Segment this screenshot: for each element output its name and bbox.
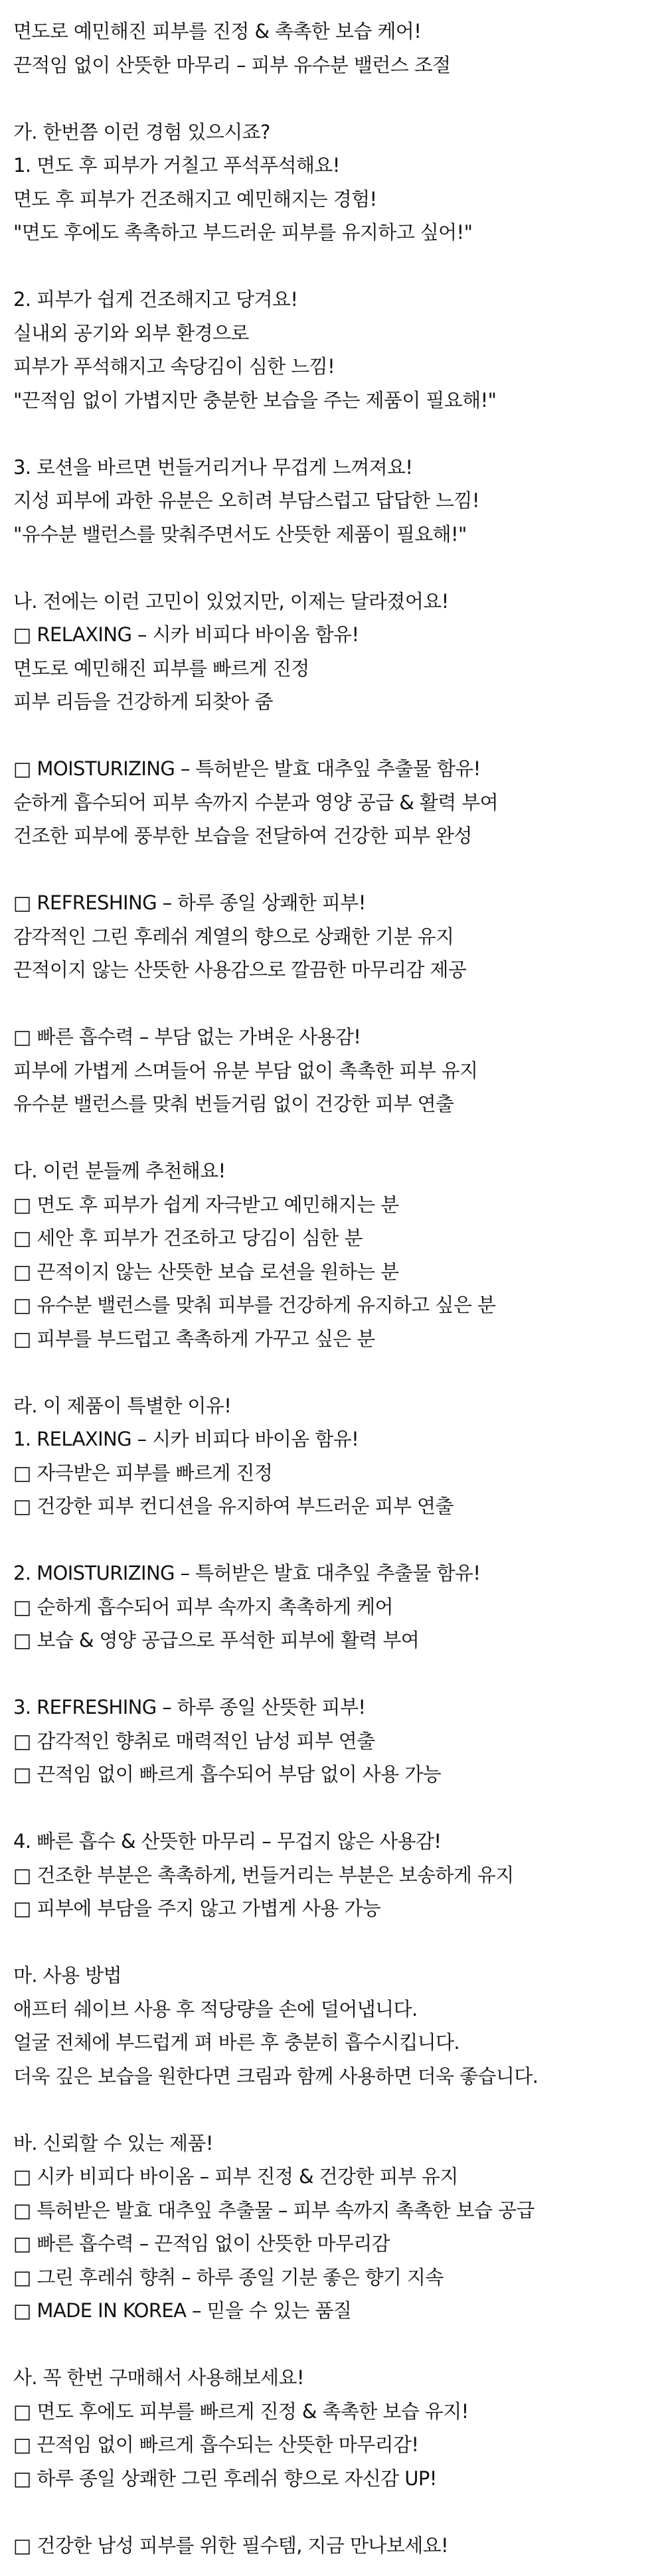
text-line: 면도로 예민해진 피부를 진정 & 촉촉한 보습 케어! [13, 20, 422, 42]
text-line: 나. 전에는 이런 고민이 있었지만, 이제는 달라졌어요! [13, 589, 449, 613]
text-line: □ 유수분 밸런스를 맞춰 피부를 건강하게 유지하고 싶은 분 [13, 1294, 496, 1316]
text-line: 면도로 예민해진 피부를 빠르게 진정 [13, 656, 309, 680]
blank-line [13, 417, 664, 451]
text-line: 4. 빠른 흡수 & 산뜻한 마무리 – 무겁지 않은 사용감! [13, 1830, 442, 1853]
text-line: □ 면도 후에도 피부를 빠르게 진정 & 촉촉한 보습 유지! [13, 2399, 469, 2423]
text-line: □ 감각적인 향취로 매력적인 남성 피부 연출 [13, 1729, 375, 1752]
text-line: □ 피부를 부드럽고 촉촉하게 가꾸고 싶은 분 [13, 1327, 375, 1350]
text-line: "유수분 밸런스를 맞춰주면서도 산뜻한 제품이 필요해!" [13, 522, 467, 546]
blank-line [13, 82, 664, 115]
text-line: □ 시카 비피다 바이옴 – 피부 진정 & 건강한 피부 유지 [13, 2165, 458, 2188]
text-line: □ 하루 종일 상쾌한 그린 후레쉬 향으로 자신감 UP! [13, 2466, 437, 2490]
blank-line [13, 250, 664, 283]
text-line: □ 특허받은 발효 대추잎 추출물 – 피부 속까지 촉촉한 보습 공급 [13, 2198, 535, 2222]
text-line: □ MOISTURIZING – 특허받은 발효 대추잎 추출물 함유! [13, 757, 481, 780]
text-line: □ 피부에 부담을 주지 않고 가볍게 사용 가능 [13, 1897, 381, 1920]
blank-line [13, 1523, 664, 1557]
blank-line [13, 719, 664, 753]
text-line: 사. 꼭 한번 구매해서 사용해보세요! [13, 2366, 304, 2389]
text-line: 2. 피부가 쉽게 건조해지고 당겨요! [13, 288, 298, 311]
text-line: "면도 후에도 촉촉하고 부드러운 피부를 유지하고 싶어!" [13, 221, 473, 244]
text-line: 지성 피부에 과한 유분은 오히려 부담스럽고 답답한 느낌! [13, 489, 479, 512]
text-line: 피부 리듬을 건강하게 되찾아 줌 [13, 690, 273, 713]
text-line: 1. RELAXING – 시카 비피다 바이옴 함유! [13, 1428, 359, 1450]
text-line: 3. 로션을 바르면 번들거리거나 무겁게 느껴져요! [13, 455, 413, 479]
text-line: □ MADE IN KOREA – 믿을 수 있는 품질 [13, 2299, 352, 2322]
text-line: 유수분 밸런스를 맞춰 번들거림 없이 건강한 피부 연출 [13, 1093, 454, 1115]
text-line: 피부가 푸석해지고 속당김이 심한 느낌! [13, 355, 335, 378]
text-line: □ 보습 & 영양 공급으로 푸석한 피부에 활력 부여 [13, 1629, 420, 1651]
blank-line [13, 1121, 664, 1155]
blank-line [13, 2093, 664, 2127]
text-line: 바. 신뢰할 수 있는 제품! [13, 2131, 213, 2155]
text-line: □ 빠른 흡수력 – 끈적임 없이 산뜻한 마무리감 [13, 2232, 390, 2255]
text-line: 애프터 쉐이브 사용 후 적당량을 손에 덜어냅니다. [13, 1997, 418, 2020]
text-line: □ 끈적이지 않는 산뜻한 보습 로션을 원하는 분 [13, 1260, 399, 1283]
text-line: 가. 한번쯤 이런 경험 있으시죠? [13, 120, 270, 143]
blank-line [13, 987, 664, 1021]
text-line: □ 자극받은 피부를 빠르게 진정 [13, 1461, 273, 1484]
text-line: □ 면도 후 피부가 쉽게 자극받고 예민해지는 분 [13, 1193, 399, 1216]
text-line: "끈적임 없이 가볍지만 충분한 보습을 주는 제품이 필요해!" [13, 388, 497, 412]
text-line: □ 건강한 피부 컨디션을 유지하여 부드러운 피부 연출 [13, 1495, 454, 1517]
text-line: 다. 이런 분들께 추천해요! [13, 1160, 226, 1182]
text-line: 끈적이지 않는 산뜻한 사용감으로 깔끔한 마무리감 제공 [13, 958, 467, 981]
text-line: □ 빠른 흡수력 – 부담 없는 가벼운 사용감! [13, 1025, 361, 1048]
text-line: 면도 후 피부가 건조해지고 예민해지는 경험! [13, 187, 377, 210]
text-line: □ 그린 후레쉬 향취 – 하루 종일 기분 좋은 향기 지속 [13, 2265, 444, 2289]
text-line: 3. REFRESHING – 하루 종일 산뜻한 피부! [13, 1696, 366, 1718]
text-line: 끈적임 없이 산뜻한 마무리 – 피부 유수분 밸런스 조절 [13, 53, 451, 76]
text-line: □ 끈적임 없이 빠르게 흡수되어 부담 없이 사용 가능 [13, 1763, 442, 1785]
blank-line [13, 1355, 664, 1389]
text-line: □ REFRESHING – 하루 종일 상쾌한 피부! [13, 891, 366, 914]
text-line: 얼굴 전체에 부드럽게 펴 바른 후 충분히 흡수시킵니다. [13, 2031, 460, 2054]
text-line: 순하게 흡수되어 피부 속까지 수분과 영양 공급 & 활력 부여 [13, 791, 499, 814]
text-line: 2. MOISTURIZING – 특허받은 발효 대추잎 추출물 함유! [13, 1562, 481, 1584]
text-line: □ 건조한 부분은 촉촉하게, 번들거리는 부분은 보송하게 유지 [13, 1863, 514, 1886]
text-line: □ 건강한 남성 피부를 위한 필수템, 지금 만나보세요! [13, 2534, 449, 2557]
text-line: 더욱 깊은 보습을 원한다면 크림과 함께 사용하면 더욱 좋습니다. [13, 2064, 539, 2087]
blank-line [13, 2328, 664, 2362]
text-line: 건조한 피부에 풍부한 보습을 전달하여 건강한 피부 완성 [13, 824, 472, 847]
text-line: □ 순하게 흡수되어 피부 속까지 촉촉하게 케어 [13, 1595, 393, 1618]
blank-line [13, 1657, 664, 1691]
blank-line [13, 1926, 664, 1959]
text-line: 피부에 가볍게 스며들어 유분 부담 없이 촉촉한 피부 유지 [13, 1059, 478, 1082]
text-line: 실내외 공기와 외부 환경으로 [13, 321, 249, 344]
text-line: 마. 사용 방법 [13, 1964, 122, 1987]
text-line: □ 끈적임 없이 빠르게 흡수되는 산뜻한 마무리감! [13, 2433, 419, 2456]
text-line: 라. 이 제품이 특별한 이유! [13, 1394, 232, 1417]
text-line: □ 세안 후 피부가 건조하고 당김이 심한 분 [13, 1227, 363, 1249]
blank-line [13, 2495, 664, 2529]
text-line: □ RELAXING – 시카 비피다 바이옴 함유! [13, 623, 359, 646]
blank-line [13, 853, 664, 887]
text-line: 감각적인 그린 후레쉬 계열의 향으로 상쾌한 기분 유지 [13, 925, 454, 948]
blank-line [13, 551, 664, 585]
text-line: 1. 면도 후 피부가 거칠고 푸석푸석해요! [13, 154, 340, 177]
blank-line [13, 1791, 664, 1825]
